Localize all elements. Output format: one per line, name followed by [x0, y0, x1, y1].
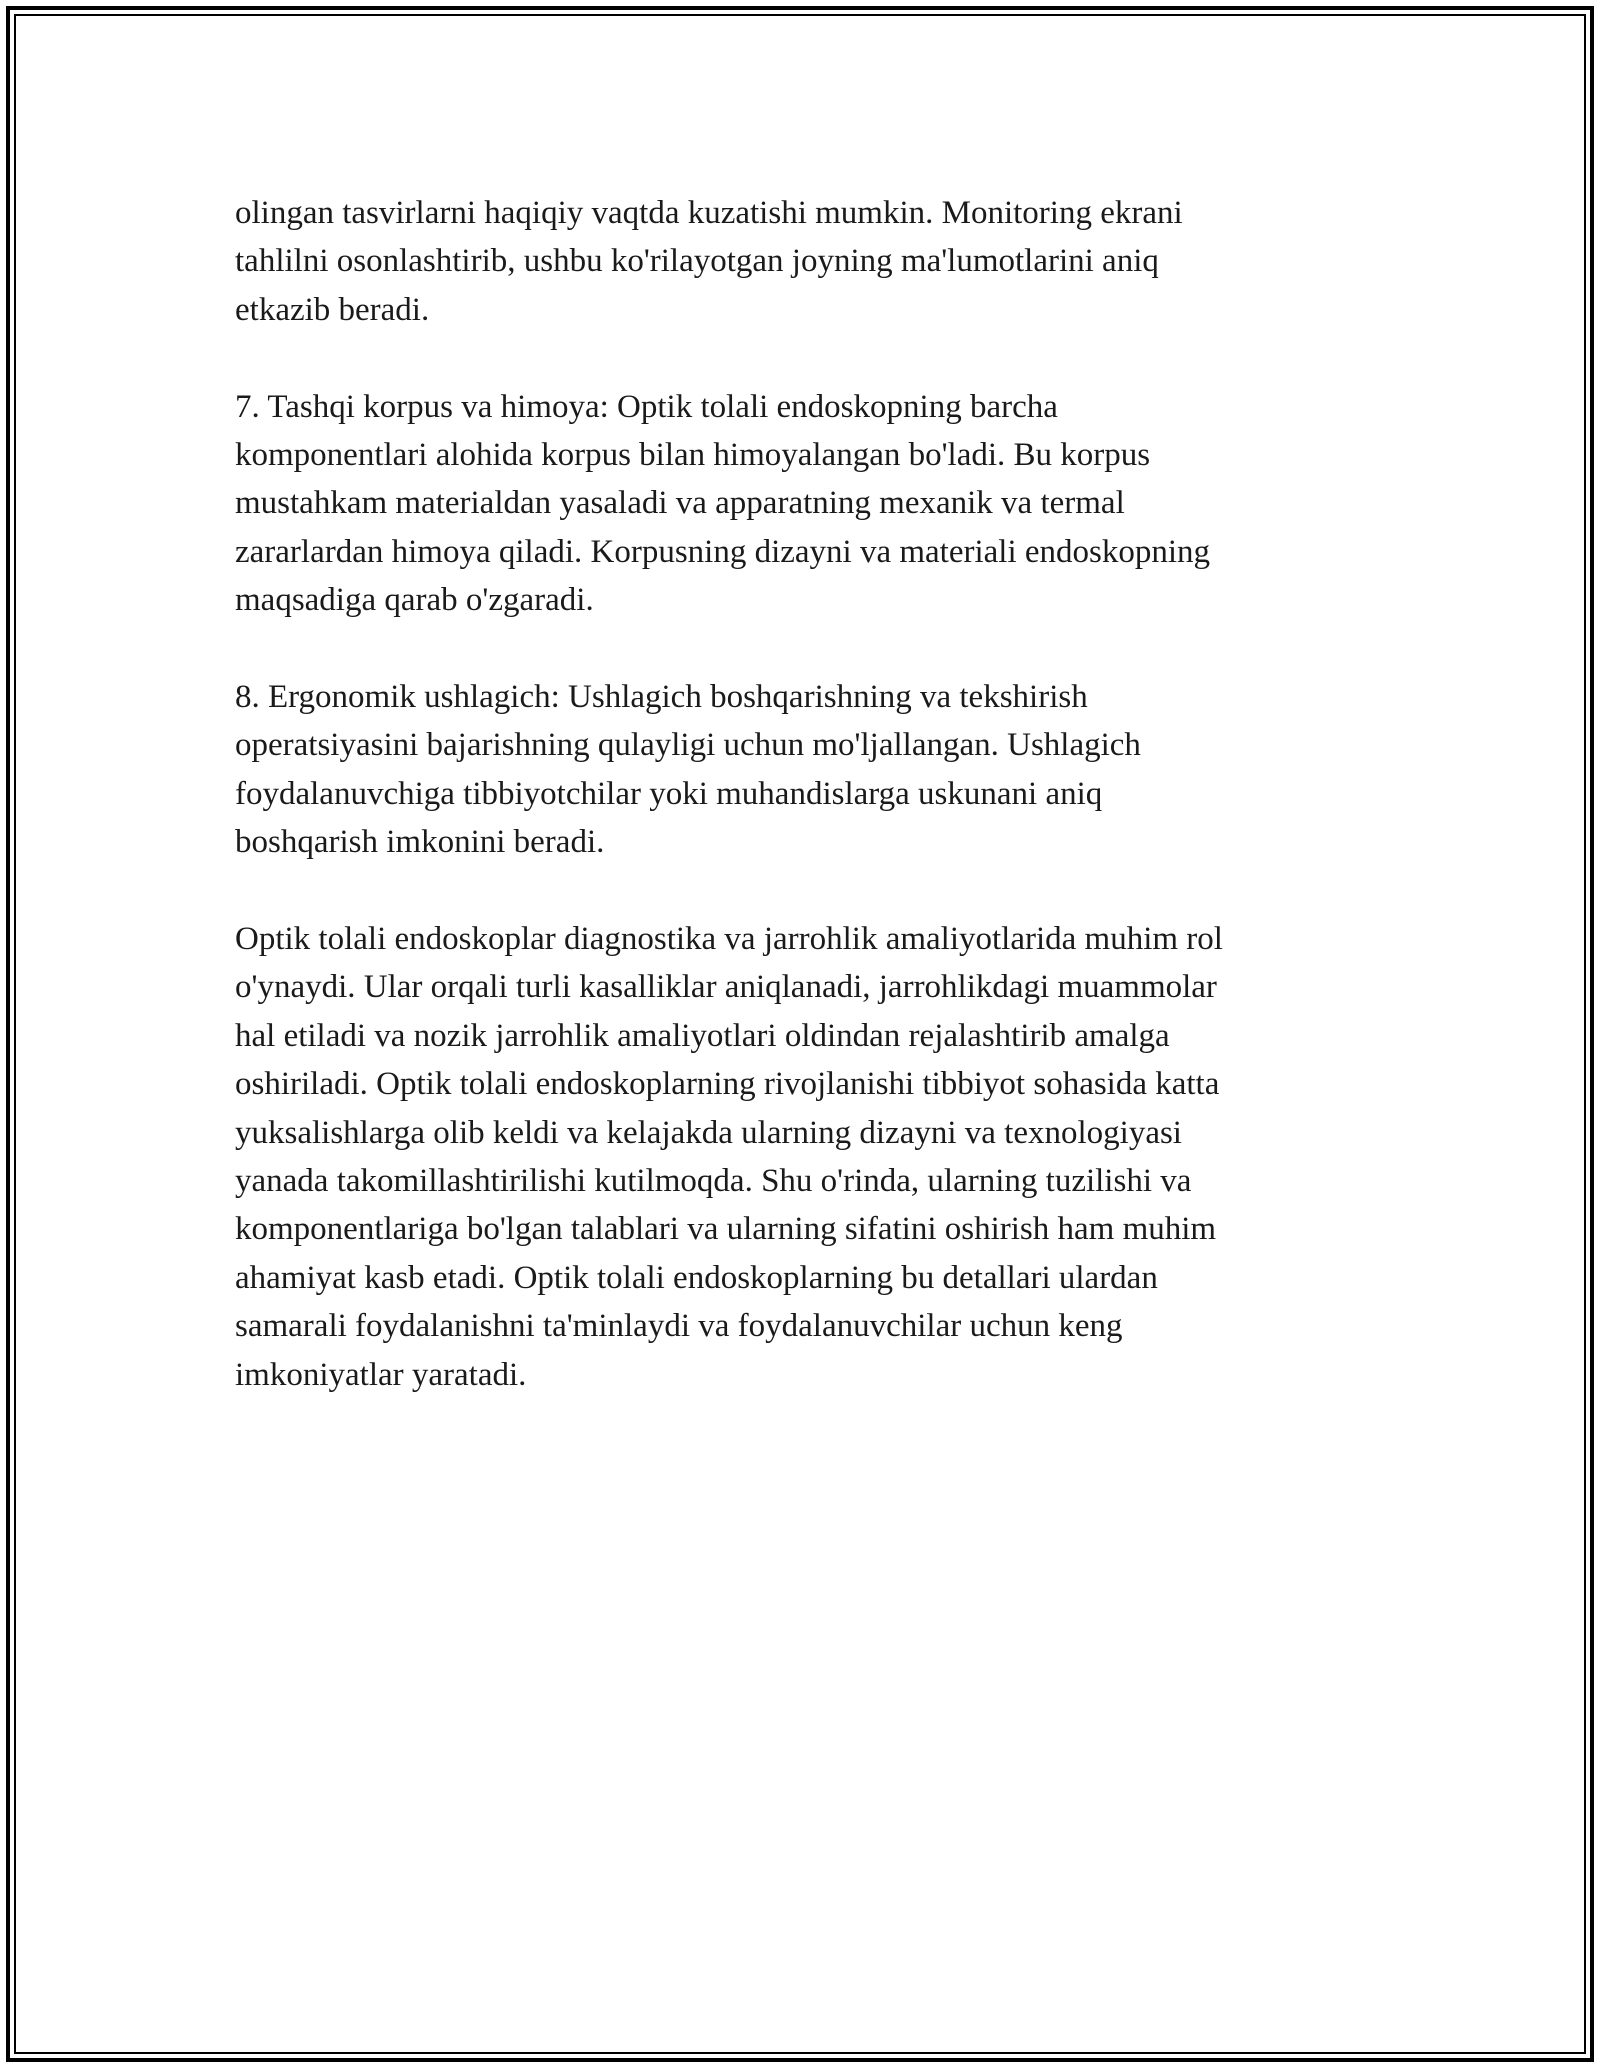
paragraph-conclusion: Optik tolali endoskoplar diagnostika va jarrohlik amaliyotlarida muhim rol o'ynaydi. Ular orqali turli kasalliklar aniqlanadi, jarrohlikdagi muammolar hal etiladi va nozik jarrohlik amaliyotlari oldindan rejalashtirib amalga oshiriladi. Optik tolali endoskoplarning rivojlanishi tibbiyot sohasida katta yuksalishlarga olib keldi va kelajakda ularning dizayni va texnologiyasi yanada takomillashtirilishi kutilmoqda. Shu o'rinda, ularning tuzilishi va komponentlariga bo'lgan talablari va ularning sifatini oshirish ham muhim ahamiyat kasb etadi. Optik tolali endoskoplarning bu detallari ulardan samarali foydalanishni ta'minlaydi va foydalanuvchilar uchun keng imkoniyatlar yaratadi. [235, 921, 1223, 1393]
paragraph-monitoring-continuation: olingan tasvirlarni haqiqiy vaqtda kuzatishi mumkin. Monitoring ekrani tahlilni osonlashtirib, ushbu ko'rilayotgan joyning ma'lumotlarini aniq etkazib beradi. [235, 195, 1183, 328]
document-body [235, 189, 1355, 1448]
paragraph-ergonomic-handle: 8. Ergonomik ushlagich: Ushlagich boshqarishning va tekshirish operatsiyasini bajarishning qulayligi uchun mo'ljallangan. Ushlagich foydalanuvchiga tibbiyotchilar yoki muhandislarga uskunani aniq boshqarish imkonini beradi. [235, 679, 1141, 861]
paragraph-outer-housing: 7. Tashqi korpus va himoya: Optik tolali endoskopning barcha komponentlari alohida korpus bilan himoyalangan bo'ladi. Bu korpus mustahkam materialdan yasaladi va apparatning mexanik va termal zararlardan himoya qiladi. Korpusning dizayni va materiali endoskopning maqsadiga qarab o'zgaradi. [235, 388, 1211, 619]
